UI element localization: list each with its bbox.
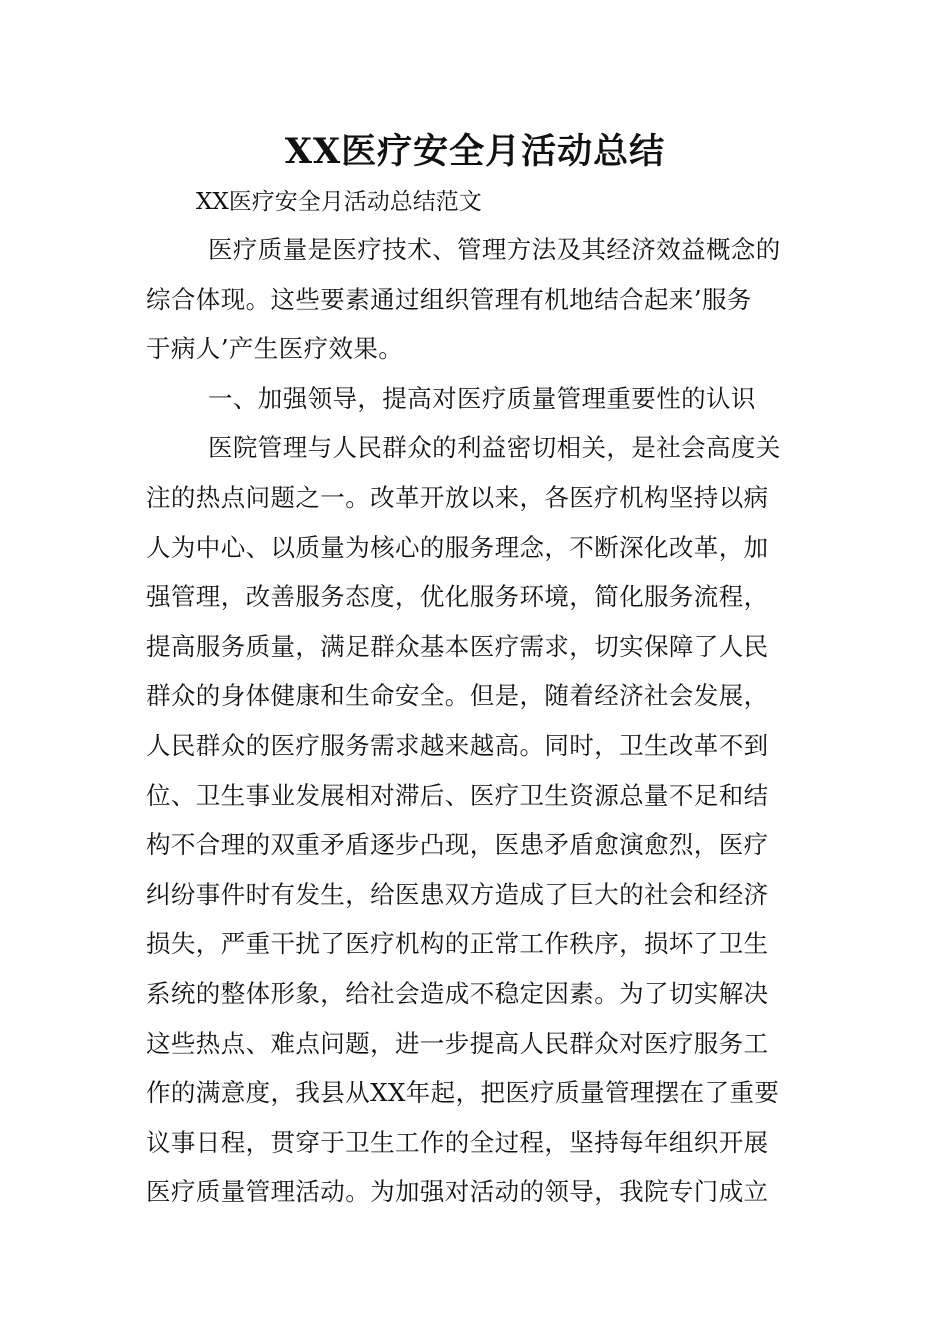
paragraph-2-line-14: 作的满意度，我县从XX年起，把医疗质量管理摆在了重要 bbox=[146, 1078, 780, 1108]
paragraph-1-line-2: 综合体现。这些要素通过组织管理有机地结合起来’服务 bbox=[146, 284, 752, 314]
paragraph-2-line-12: 系统的整体形象，给社会造成不稳定因素。为了切实解决 bbox=[146, 978, 769, 1008]
paragraph-2-line-3: 人为中心、以质量为核心的服务理念，不断深化改革，加 bbox=[146, 532, 769, 562]
paragraph-2-line-10: 纠纷事件时有发生，给医患双方造成了巨大的社会和经济 bbox=[146, 879, 769, 909]
paragraph-2-line-4: 强管理，改善服务态度，优化服务环境，简化服务流程， bbox=[146, 582, 769, 612]
paragraph-1-line-3: 于病人’产生医疗效果。 bbox=[146, 334, 404, 364]
paragraph-2-line-7: 人民群众的医疗服务需求越来越高。同时，卫生改革不到 bbox=[146, 730, 769, 760]
paragraph-2-line-6: 群众的身体健康和生命安全。但是，随着经济社会发展， bbox=[146, 681, 769, 711]
document-body bbox=[146, 225, 811, 1217]
paragraph-2-line-1: 医院管理与人民群众的利益密切相关，是社会高度关 bbox=[208, 433, 781, 463]
paragraph-1-line-1: 医疗质量是医疗技术、管理方法及其经济效益概念的 bbox=[208, 235, 781, 264]
paragraph-2-line-5: 提高服务质量，满足群众基本医疗需求，切实保障了人民 bbox=[146, 631, 769, 661]
document-subtitle: XX医疗安全月活动总结范文 bbox=[196, 189, 482, 215]
paragraph-2-line-2: 注的热点问题之一。改革开放以来，各医疗机构坚持以病 bbox=[146, 482, 769, 512]
paragraph-2-line-11: 损失，严重干扰了医疗机构的正常工作秩序，损坏了卫生 bbox=[146, 929, 769, 959]
paragraph-2-line-9: 构不合理的双重矛盾逐步凸现，医患矛盾愈演愈烈，医疗 bbox=[146, 830, 769, 860]
paragraph-2-line-16: 医疗质量管理活动。为加强对活动的领导，我院专门成立 bbox=[146, 1177, 769, 1207]
section-heading-1: 一、加强领导，提高对医疗质量管理重要性的认识 bbox=[208, 383, 756, 413]
document-title: XX医疗安全月活动总结 bbox=[284, 131, 666, 172]
paragraph-2-line-15: 议事日程，贯穿于卫生工作的全过程，坚持每年组织开展 bbox=[146, 1127, 769, 1157]
paragraph-2-line-8: 位、卫生事业发展相对滞后、医疗卫生资源总量不足和结 bbox=[146, 780, 769, 810]
paragraph-2-line-13: 这些热点、难点问题，进一步提高人民群众对医疗服务工 bbox=[146, 1028, 769, 1058]
